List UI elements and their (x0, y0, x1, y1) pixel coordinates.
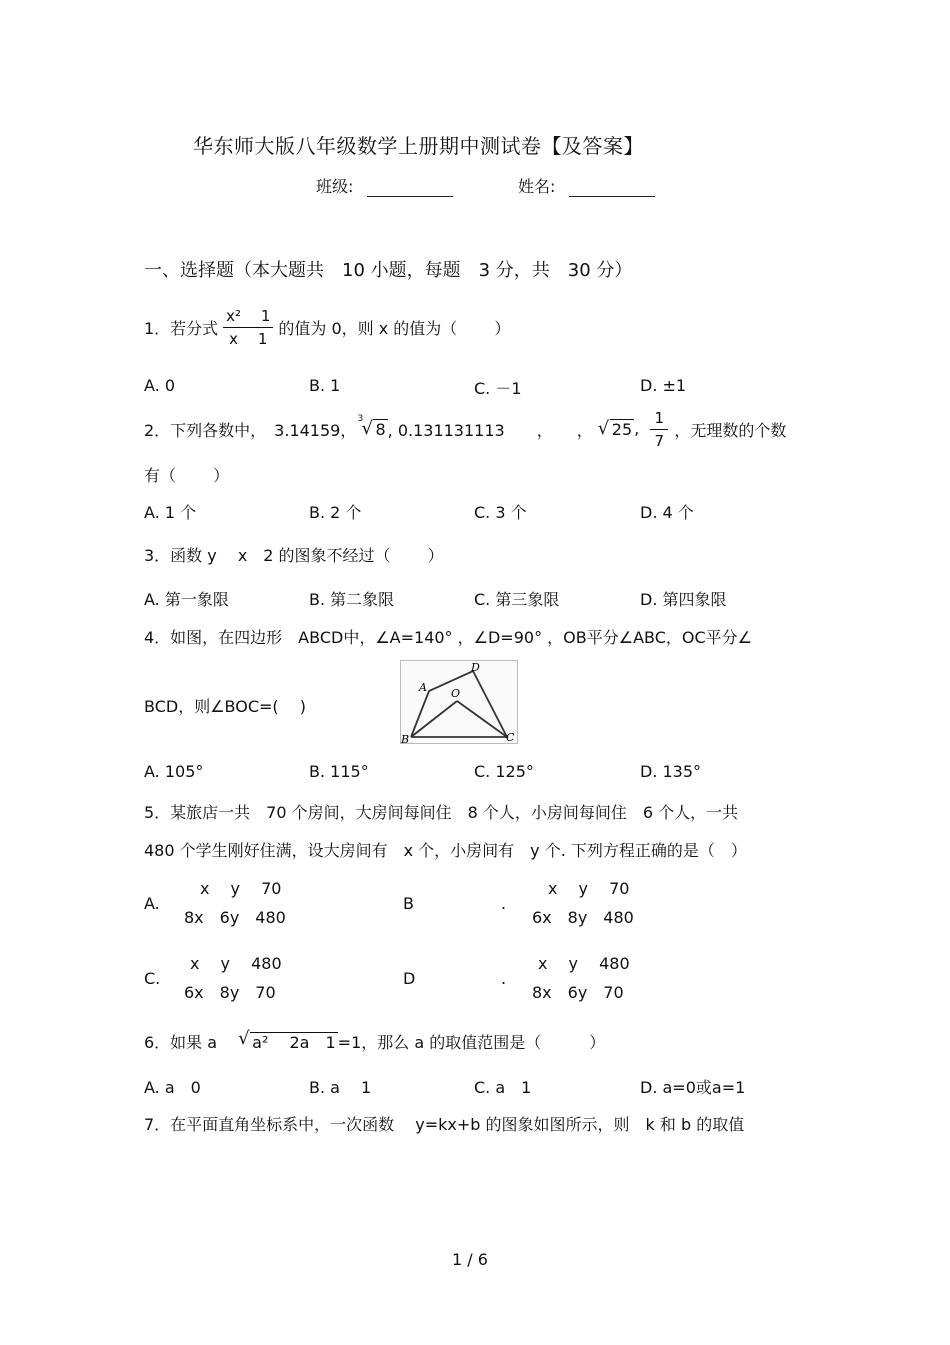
q5-stem-line2: 480 个学生刚好住满，设大房间有 x 个，小房间有 y 个. 下列方程正确的是（ ） (144, 841, 747, 860)
q2-square-root: √ 25 (597, 418, 633, 439)
q6-sqrt-value: a² 2a 1 (252, 1033, 336, 1052)
label-b: B (401, 733, 410, 743)
q2-option-c[interactable]: C. 3 个 (474, 503, 527, 522)
q5-option-d-dot: . (501, 969, 507, 988)
q5-option-d-system[interactable] (532, 949, 630, 1007)
section-heading: 一、选择题（本大题共 10 小题，每题 3 分，共 30 分） (144, 260, 633, 281)
q1-option-d[interactable]: D. ±1 (640, 376, 687, 395)
q6-stem-before: 6．如果 a (144, 1033, 234, 1052)
q1-option-b[interactable]: B. 1 (309, 376, 341, 395)
question-6 (144, 1030, 605, 1053)
q2-stem-before: 2．下列各数中， 3.14159， (144, 421, 357, 440)
q6-option-a[interactable]: A. a 0 (144, 1078, 201, 1097)
q5-option-c-label[interactable]: C. (144, 969, 161, 988)
class-field (316, 174, 453, 197)
q5-a-eq2: 8x 6y 480 (184, 908, 286, 927)
label-c: C (506, 731, 515, 743)
q5-option-a-label[interactable]: A. (144, 894, 160, 913)
question-4: 4．如图，在四边形 ABCD中，∠A=140° ，∠D=90° ，OB平分∠ABC，OC平分∠ (144, 628, 752, 647)
page-title: 华东师大版八年级数学上册期中测试卷【及答案】 (193, 134, 644, 158)
q3-option-a[interactable]: A. 第一象限 (144, 590, 229, 609)
q5-option-c-system[interactable] (184, 949, 282, 1007)
q2-mid: , 0.131131113 ， ， (387, 421, 593, 440)
question-2: 2．下列各数中， 3.14159， 3 √ 8 , 0.131131113 ， ， √ 25 , $\frac{1}{7}$ ，无理数的个数 (144, 409, 787, 450)
label-a: A (419, 681, 427, 694)
class-blank[interactable] (367, 176, 453, 197)
q5-d-eq1: x y 480 (538, 954, 630, 973)
q2-cbrt-value: 8 (375, 420, 386, 439)
q4-option-d[interactable]: D. 135° (640, 762, 702, 781)
question-5: 5．某旅店一共 70 个房间，大房间每间住 8 个人，小房间每间住 6 个人，一共 (144, 803, 739, 822)
q5-option-b-system[interactable] (532, 874, 634, 932)
q1-frac-den: x 1 (229, 330, 268, 348)
q2-option-b[interactable]: B. 2 个 (309, 503, 362, 522)
q5-option-b-label[interactable]: B (403, 894, 414, 913)
question-7: 7．在平面直角坐标系中，一次函数 y=kx+b 的图象如图所示，则 k 和 b 的取值 (144, 1115, 745, 1134)
q1-stem-before: 1．若分式 (144, 319, 219, 338)
label-o: O (451, 687, 461, 700)
question-1 (144, 306, 510, 349)
q2-sqrt-value: 25 (611, 420, 633, 439)
q1-option-a[interactable]: A. 0 (144, 376, 176, 395)
q5-c-eq1: x y 480 (190, 954, 282, 973)
q2-stem-after: ，无理数的个数 (674, 421, 787, 440)
q2-option-d[interactable]: D. 4 个 (640, 503, 694, 522)
q2-fraction (650, 408, 668, 451)
q5-c-eq2: 6x 8y 70 (184, 983, 276, 1002)
q5-option-a-system[interactable] (184, 874, 286, 932)
figure-svg (401, 661, 517, 743)
q3-option-b[interactable]: B. 第二象限 (309, 590, 395, 609)
q2-cube-root: 3 √ 8 (357, 414, 386, 439)
q1-stem-after: 的值为 0，则 x 的值为（ ） (278, 319, 511, 338)
q4-option-b[interactable]: B. 115° (309, 762, 369, 781)
q5-option-d-label[interactable]: D (403, 969, 416, 988)
q6-option-d[interactable]: D. a=0或a=1 (640, 1078, 746, 1097)
q2-stem-line2: 有（ ） (144, 466, 230, 485)
quadrilateral-figure (400, 660, 518, 744)
name-field (518, 174, 655, 197)
q3-option-d[interactable]: D. 第四象限 (640, 590, 727, 609)
label-d: D (471, 661, 480, 674)
question-3: 3．函数 y x 2 的图象不经过（ ） (144, 546, 444, 565)
q3-option-c[interactable]: C. 第三象限 (474, 590, 560, 609)
q6-option-b[interactable]: B. a 1 (309, 1078, 372, 1097)
q5-b-eq1: x y 70 (548, 879, 630, 898)
q5-a-eq1: x y 70 (200, 879, 282, 898)
q2-frac-num: 1 (654, 409, 665, 427)
q6-option-c[interactable]: C. a 1 (474, 1078, 532, 1097)
page-number: 1 / 6 (452, 1250, 488, 1269)
q4-option-c[interactable]: C. 125° (474, 762, 534, 781)
q1-frac-num: x² 1 (226, 307, 271, 325)
q5-d-eq2: 8x 6y 70 (532, 983, 624, 1002)
q4-stem-line2: BCD，则∠BOC=( ) (144, 697, 306, 716)
q5-option-b-dot: . (501, 894, 507, 913)
q1-option-c[interactable]: C. －1 (474, 379, 522, 398)
name-blank[interactable] (569, 176, 655, 197)
class-label: 班级: (316, 177, 354, 196)
q1-fraction (223, 306, 273, 349)
name-label: 姓名: (518, 177, 556, 196)
q2-frac-den: 7 (654, 432, 665, 450)
q2-option-a[interactable]: A. 1 个 (144, 503, 197, 522)
q5-b-eq2: 6x 8y 480 (532, 908, 634, 927)
q6-stem-after: =1，那么 a 的取值范围是（ ） (337, 1033, 606, 1052)
q4-option-a[interactable]: A. 105° (144, 762, 204, 781)
q6-square-root: √ a² 2a 1 (238, 1028, 336, 1052)
